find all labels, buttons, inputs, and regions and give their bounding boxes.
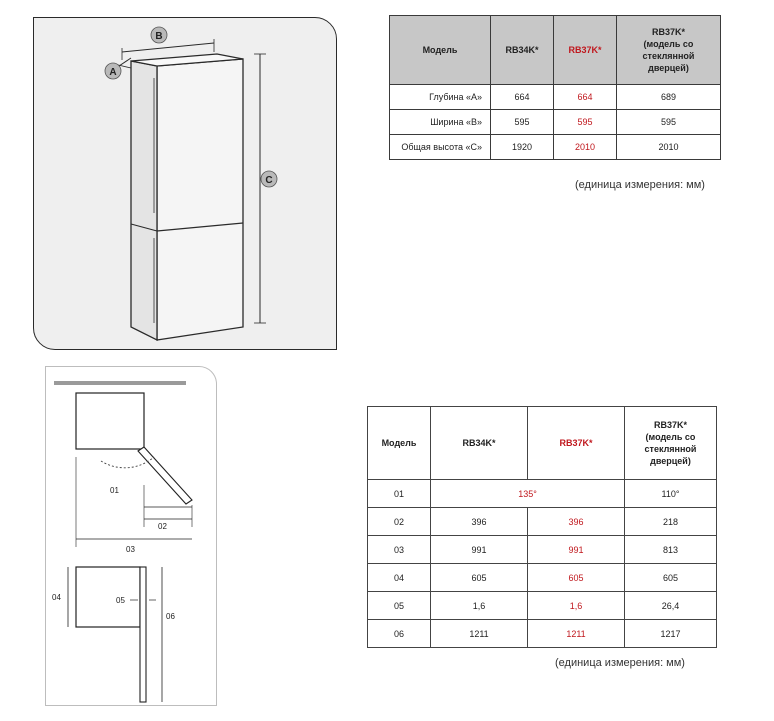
cell-value: 396 [431, 508, 528, 536]
cell-value: 1,6 [528, 592, 625, 620]
row-label: Общая высота «C» [390, 135, 491, 160]
wall-strip [54, 381, 186, 385]
label-03: 03 [126, 545, 135, 554]
label-04: 04 [52, 593, 61, 602]
dimensions-table-header [390, 16, 721, 85]
door-clearance-table [367, 406, 717, 648]
dimension-b-line [122, 43, 214, 52]
header-rb37k-glass-line-2: (модель со [643, 39, 694, 49]
door-table-header [368, 407, 717, 480]
table-row [390, 110, 721, 135]
cell-value: 135° [431, 480, 625, 508]
header-rb37k-glass-line-2: (модель со [645, 432, 696, 442]
row-label: 05 [368, 592, 431, 620]
fridge-dimensions-panel [33, 17, 337, 350]
table-row [368, 592, 717, 620]
row-label: 06 [368, 620, 431, 648]
cell-value: 110° [625, 480, 717, 508]
dimension-a-line [119, 58, 131, 66]
header-rb34k: RB34K* [431, 407, 528, 480]
header-rb37k-glass-line-4: дверцей) [648, 63, 689, 73]
cell-value: 1,6 [431, 592, 528, 620]
fridge-front [157, 59, 243, 340]
cell-value: 26,4 [625, 592, 717, 620]
cell-value: 218 [625, 508, 717, 536]
fridge-side [131, 61, 157, 340]
row-label: 02 [368, 508, 431, 536]
header-rb37k: RB37K* [554, 16, 617, 85]
cell-value: 1211 [431, 620, 528, 648]
table-row [368, 536, 717, 564]
cell-value: 1217 [625, 620, 717, 648]
table-row [390, 135, 721, 160]
side-view-door [140, 567, 146, 702]
unit-note: (единица измерения: мм) [555, 657, 685, 669]
unit-note: (единица измерения: мм) [575, 179, 705, 191]
table-row [390, 85, 721, 110]
cell-value: 664 [491, 85, 554, 110]
row-label: Ширина «B» [390, 110, 491, 135]
table-row [368, 508, 717, 536]
cell-value: 605 [528, 564, 625, 592]
cell-value: 595 [617, 110, 721, 135]
dimensions-table [389, 15, 721, 160]
table-row [368, 620, 717, 648]
dimension-a-label: A [109, 67, 117, 78]
cell-value: 664 [554, 85, 617, 110]
table-row [368, 480, 717, 508]
label-02: 02 [158, 522, 167, 531]
header-rb37k-glass-line-1: RB37K* [651, 27, 685, 37]
header-rb37k-glass-line-1: RB37K* [653, 420, 687, 430]
cell-value: 595 [554, 110, 617, 135]
cell-value: 1920 [491, 135, 554, 160]
header-rb34k: RB34K* [491, 16, 554, 85]
dimension-c-label: C [265, 175, 273, 186]
fridge-drawing [34, 18, 338, 351]
row-label: 04 [368, 564, 431, 592]
header-rb37k-glass [625, 407, 717, 480]
cell-value: 396 [528, 508, 625, 536]
cell-value: 813 [625, 536, 717, 564]
label-01: 01 [110, 486, 119, 495]
cell-value: 991 [528, 536, 625, 564]
header-rb37k-glass [617, 16, 721, 85]
header-rb37k-glass-line-3: стеклянной [644, 444, 697, 454]
row-label: Глубина «A» [390, 85, 491, 110]
table-row [368, 564, 717, 592]
side-view-fridge [76, 567, 140, 627]
label-06: 06 [166, 612, 175, 621]
header-model: Модель [390, 16, 491, 85]
cell-value: 1211 [528, 620, 625, 648]
header-rb37k-glass-line-3: стеклянной [642, 51, 695, 61]
cell-value: 991 [431, 536, 528, 564]
label-05: 05 [116, 596, 125, 605]
cell-value: 605 [625, 564, 717, 592]
header-rb37k-glass-line-4: дверцей) [650, 456, 691, 466]
door-clearance-panel [45, 366, 217, 706]
top-view-fridge [76, 393, 144, 449]
cell-value: 2010 [554, 135, 617, 160]
cell-value: 2010 [617, 135, 721, 160]
top-view-door-open [138, 447, 192, 504]
cell-value: 605 [431, 564, 528, 592]
header-rb37k: RB37K* [528, 407, 625, 480]
row-label: 01 [368, 480, 431, 508]
header-model: Модель [368, 407, 431, 480]
cell-value: 689 [617, 85, 721, 110]
cell-value: 595 [491, 110, 554, 135]
row-label: 03 [368, 536, 431, 564]
door-clearance-drawing [46, 367, 218, 707]
dimension-b-label: B [155, 31, 163, 42]
